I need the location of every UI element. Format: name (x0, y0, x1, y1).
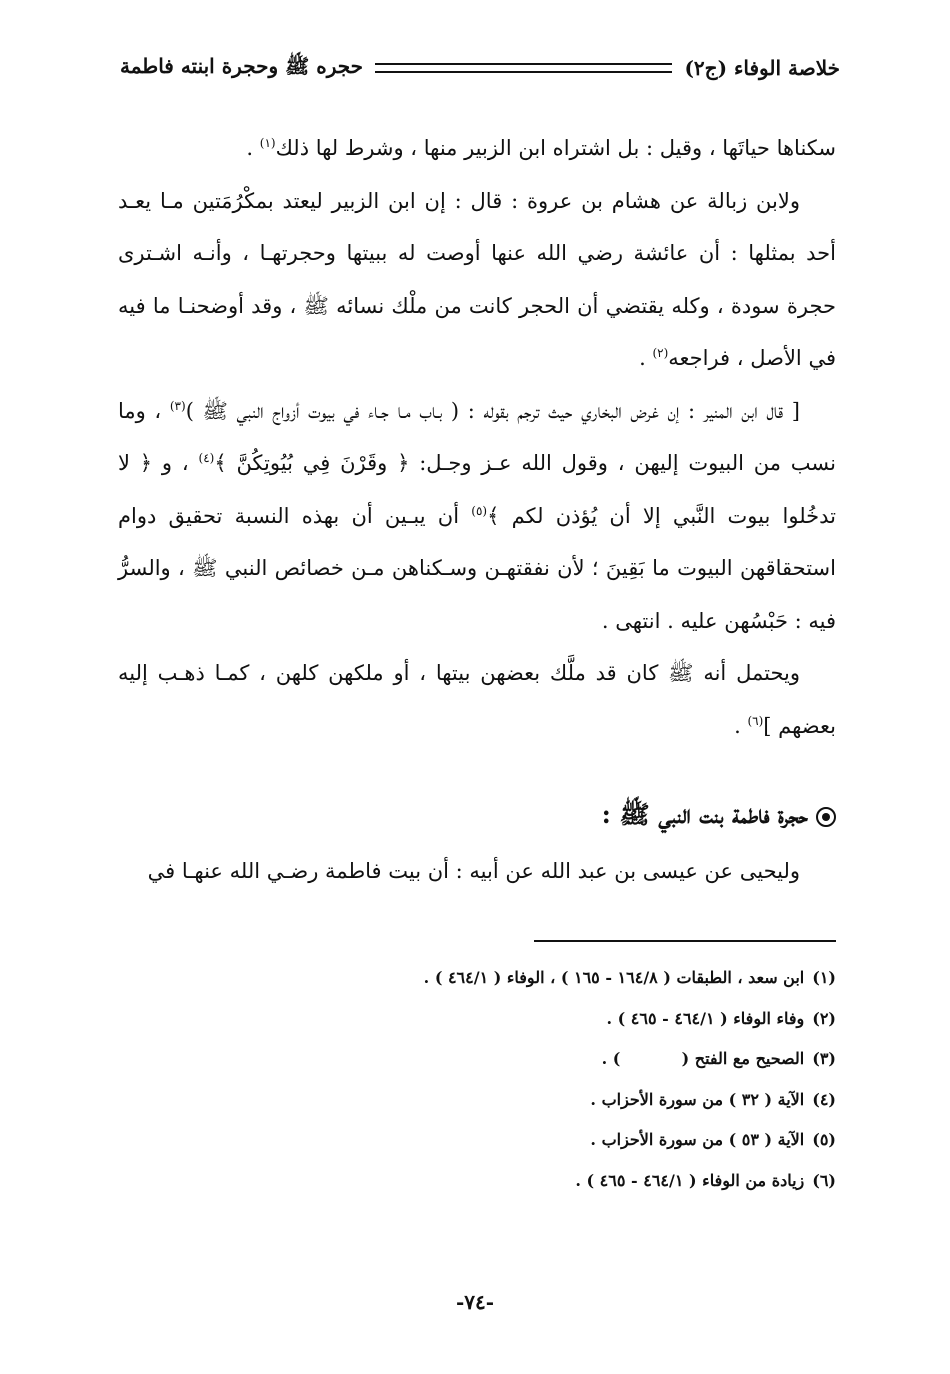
footnote-ref-4: (٤) (198, 451, 215, 465)
section-body (118, 846, 836, 896)
footnote-ref-1: (١) (259, 136, 276, 150)
paragraph-4: ويحتمل أنه ﷺ كان قد ملَّك بعضهن بيتها ، أو ملكهن كلهن ، كمـا ذهـب إليه بعضهم ]$^{(٦)}$ . (118, 661, 836, 738)
footnotes (116, 958, 836, 1201)
section-heading: حجرة فاطمة بنت النبي ﷺ : (118, 790, 836, 840)
footnote-ref-3: (٣) (169, 398, 186, 413)
main-text (118, 122, 836, 752)
header-section-title: حجره ﷺ وحجرة ابنته فاطمة (120, 53, 364, 78)
paragraph-1: سكناها حياتَها ، وقيل : بل اشتراه ابن الزبير منها ، وشرط لها ذلك$^{(١)}$ . (246, 136, 836, 160)
footnote-4: (٤)الآية ( ٣٢ ) من سورة الأحزاب . (590, 1089, 836, 1109)
section-paragraph: وليحيى عن عيسى بن عبد الله عن أبيه : أن بيت فاطمة رضـي الله عنهـا في (147, 859, 800, 883)
footnote-ref-5: (٥) (471, 503, 488, 518)
book-title: خلاصة الوفاء (ج٢) (684, 56, 840, 80)
footnote-2: (٢)وفاء الوفاء ( ٤٦٤/١ - ٤٦٥ ) . (606, 1008, 836, 1028)
footnote-ref-6: (٦) (747, 713, 764, 728)
paragraph-3: [ قال ابن المنير : إن غرض البخاري حيث ترجم بقوله : ( بـاب مـا جـاء في بيوت أزواج النبي ﷺ )$^{(٣)}$ ، وما نسب من البيوت إليهن ، وقول الله عـز وجـل: ﴿ وقَرْنَ فِي بُيُوتِكُنَّ ﴾$^{(٤)}$ ، و ﴿ لا تدخُلوا بيوت النَّبي إلا أن يُؤذن لكم ﴾$^{(٥)}$ أن يبـين أن بهذه النسبة تحقيق دوام استحقاقهن البيوت ما بَقِينَ ؛ لأن نفقتهـن وسـكناهن مـن خصائص النبي ﷺ ، والسرُّ فيه : حَبْسُهن عليه . انتهى . (118, 398, 836, 633)
page-number: -٧٤- (455, 1290, 495, 1314)
footnote-ref-2: (٢) (652, 346, 669, 360)
header-rule (375, 63, 672, 73)
paragraph-2: ولابن زبالة عن هشام بن عروة : قال : إن ابن الزبير ليعتد بمكْرُمَتين مـا يعـد أحد بمثلها : أن عائشة رضي الله عنها أوصت له ببيتها وحجرتهـا ، وأنـه اشـترى حجرة سودة ، وكله يقتضي أن الحجر كانت من ملْك نسائه ﷺ ، وقد أوضحنـا ما فيه في الأصل ، فراجعه$^{(٢)}$ . (118, 188, 836, 370)
flower-bullet-icon (816, 807, 836, 827)
footnote-6: (٦)زيادة من الوفاء ( ٤٦٤/١ - ٤٦٥ ) . (575, 1170, 836, 1190)
footnote-separator (534, 940, 836, 942)
footnote-3: (٣)الصحيح مع الفتح ( ) . (601, 1049, 836, 1068)
footnote-5: (٥)الآية ( ٥٣ ) من سورة الأحزاب . (590, 1130, 836, 1149)
running-header (120, 48, 840, 88)
footnote-1: (١)ابن سعد ، الطبقات ( ١٦٤/٨ - ١٦٥ ) ، الوفاء ( ٤٦٤/١ ) . (423, 968, 836, 987)
